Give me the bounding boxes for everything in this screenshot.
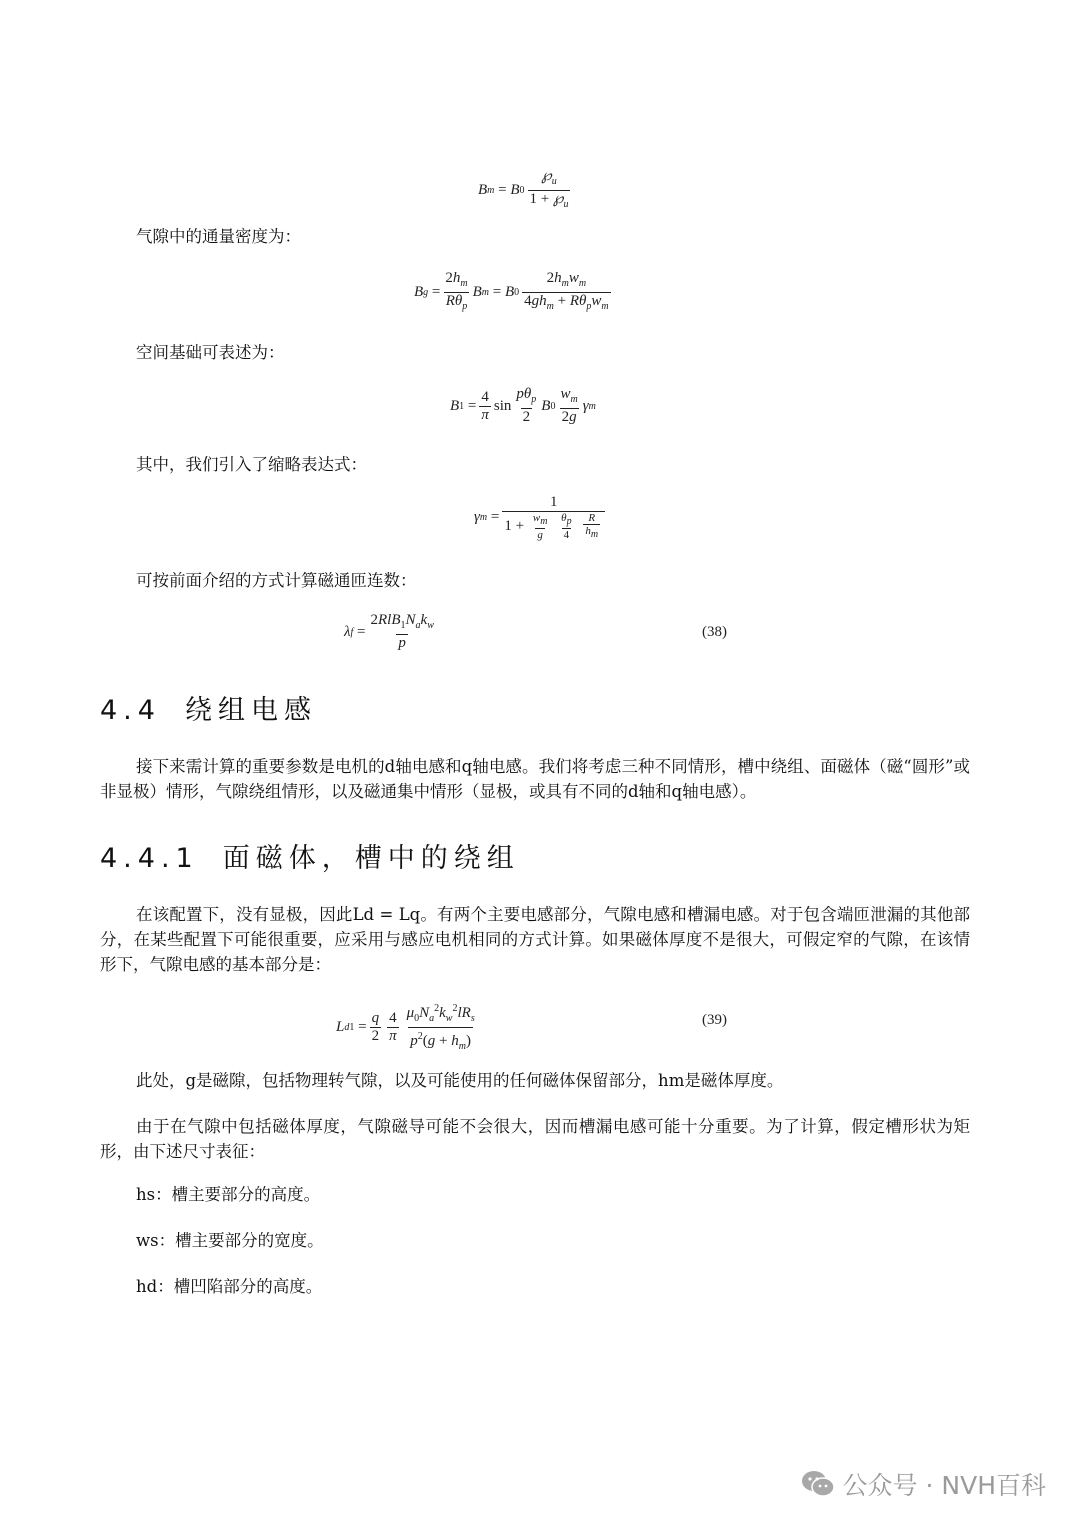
equation-number-39: (39) bbox=[702, 1012, 727, 1028]
watermark-text: 公众号 · NVH百科 bbox=[842, 1471, 1046, 1500]
equation-bm: B m = B 0 $\frac{℘_u}{1 + ℘_u}$ bbox=[478, 168, 573, 213]
equation-lambda-f: λ f = $\frac{2RlB_1N_ak_w}{p}$ bbox=[344, 612, 434, 651]
section-title: 绕组电感 bbox=[184, 695, 317, 726]
paragraph-gap-density: 气隙中的通量密度为： bbox=[136, 227, 301, 246]
equation-bg: B g = $\frac{2h_m}{R\theta_p}$ B m = B 0 $\frac{2h_mw_m}{4gh_m + R\theta_pw_m}$ bbox=[414, 270, 614, 315]
list-item: hd：槽凹陷部分的高度。 bbox=[136, 1277, 323, 1296]
equation-number-38: (38) bbox=[702, 624, 727, 640]
paragraph-configuration: 在该配置下，没有显极，因此Ld = Lq。有两个主要电感部分，气隙电感和槽漏电感。对于包含端匝泄漏的其他部分，在某些配置下可能很重要，应采用与感应电机相同的方式计算。如果磁体厚度不是很大，可假定窄的气隙，在该情形下，气隙电感的基本部分是： bbox=[100, 905, 970, 974]
paragraph-slot-leakage: 由于在气隙中包括磁体厚度，气隙磁导可能不会很大，因而槽漏电感可能十分重要。为了计算，假定槽形状为矩形，由下述尺寸表征： bbox=[100, 1117, 970, 1161]
equation-gamma-m: γ m = 1 1 + $\frac{w_m}{g}$ $\frac{\theta_p}{4}$ $\frac{R}{h_m}$ bbox=[474, 494, 608, 541]
paragraph-space-fundamental: 空间基础可表述为： bbox=[136, 343, 285, 362]
paragraph-inductance-intro: 接下来需计算的重要参数是电机的d轴电感和q轴电感。我们将考虑三种不同情形，槽中绕组、面磁体（磁“圆形”或非显极）情形，气隙绕组情形，以及磁通集中情形（显极，或具有不同的d轴和q轴电感）。 bbox=[100, 757, 970, 801]
paragraph-flux-linkage: 可按前面介绍的方式计算磁通匝连数： bbox=[136, 571, 417, 590]
section-heading-4-4 bbox=[100, 688, 317, 727]
equation-b1: B 1 = $\frac{4}{\pi}$ sin $\frac{p\theta_p}{2}$ B 0 $\frac{w_m}{2g}$ γ m bbox=[450, 386, 596, 425]
section-number: 4.4.1 bbox=[100, 843, 199, 874]
paragraph-where: 此处，g是磁隙，包括物理转气隙，以及可能使用的任何磁体保留部分，hm是磁体厚度。 bbox=[136, 1071, 784, 1090]
section-number: 4.4 bbox=[100, 695, 161, 726]
equation-ld1: L d1 = $\frac{q}{2}$ $\frac{4}{\pi}$ $\frac{\mu_0N_a^2k_w^2lR_s}{p^2(g + h_m)}$ bbox=[336, 1000, 480, 1055]
paragraph-shorthand: 其中，我们引入了缩略表达式： bbox=[136, 455, 367, 474]
list-item: ws：槽主要部分的宽度。 bbox=[136, 1231, 324, 1250]
watermark bbox=[801, 1466, 1046, 1502]
list-item: hs：槽主要部分的高度。 bbox=[136, 1185, 321, 1204]
wechat-icon bbox=[801, 1469, 835, 1499]
section-title: 面磁体，槽中的绕组 bbox=[222, 843, 520, 874]
section-heading-4-4-1 bbox=[100, 836, 520, 875]
